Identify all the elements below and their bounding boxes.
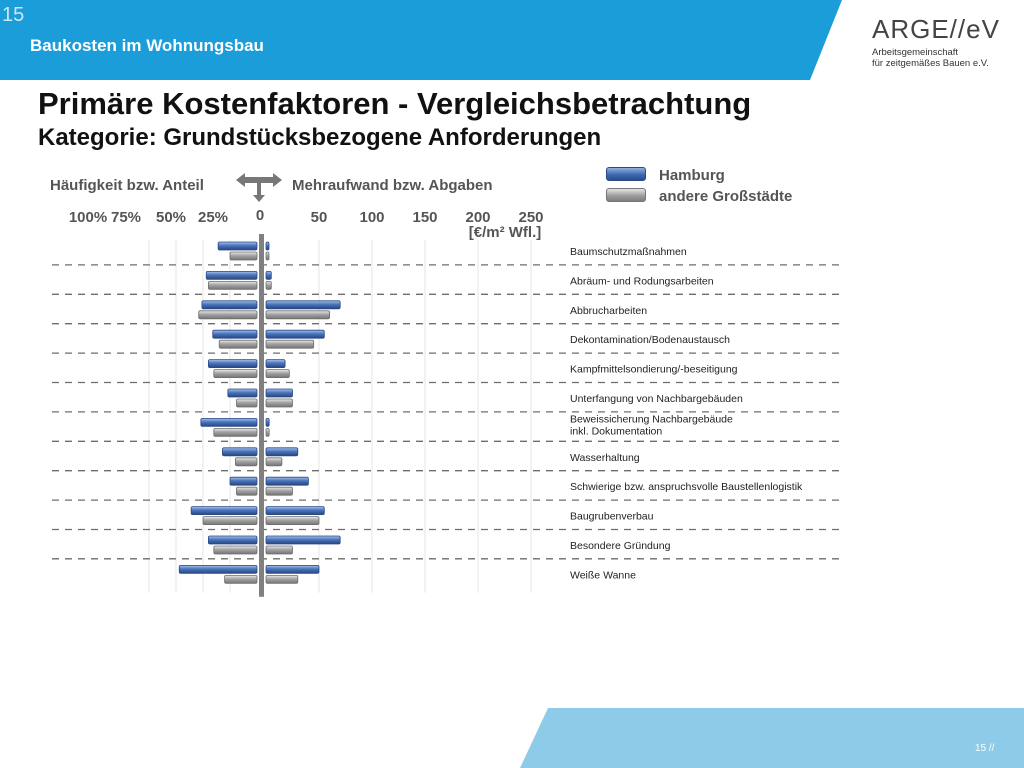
bar-cost-other-9 [266,487,293,495]
bar-share-hamburg-9 [230,477,257,485]
footer-page-number: 15 // [975,743,995,754]
legend-label-hamburg: Hamburg [659,167,725,184]
bar-share-hamburg-3 [202,301,257,309]
category-label-line: Abräum- und Rodungsarbeiten [570,275,714,288]
unit-label: [€/m² Wfl.] [468,224,542,241]
bar-share-hamburg-5 [208,360,257,368]
bar-cost-other-7 [266,428,269,436]
bar-share-other-9 [236,487,257,495]
bar-cost-hamburg-11 [266,536,340,544]
page-subtitle: Kategorie: Grundstücksbezogene Anforderungen [38,124,602,151]
category-label-line: Wasserhaltung [570,451,640,464]
bar-cost-other-10 [266,517,319,525]
bar-share-other-10 [203,517,257,525]
bar-share-hamburg-4 [213,330,257,338]
left-tick-label: 100% [68,209,108,226]
bar-cost-hamburg-8 [266,448,298,456]
bar-share-hamburg-2 [206,271,257,279]
logo-sub-line1: Arbeitsgemeinschaft [872,47,959,58]
left-axis-label: Häufigkeit bzw. Anteil [50,177,204,194]
category-label-10 [570,511,654,523]
bar-cost-hamburg-3 [266,301,340,309]
bar-share-other-8 [235,458,257,466]
bar-share-hamburg-10 [191,507,257,515]
category-label-line: Baumschutzmaßnahmen [570,246,687,258]
bar-share-hamburg-6 [228,389,257,397]
bar-cost-other-6 [266,399,293,407]
bar-share-hamburg-1 [218,242,257,250]
right-tick-label: 200 [465,209,491,226]
logo-text: ARGE//eV [872,14,1000,44]
right-tick-label: 250 [518,209,544,226]
bar-share-other-12 [225,575,257,583]
labels-layer [570,246,803,581]
bar-cost-hamburg-4 [266,330,324,338]
category-label-12 [570,569,636,581]
left-tick-label: 25% [197,209,229,226]
bar-cost-other-12 [266,575,298,583]
series-title: Baukosten im Wohnungsbau [30,36,264,55]
bar-cost-hamburg-6 [266,389,293,397]
bar-share-other-6 [236,399,257,407]
bar-share-hamburg-11 [208,536,257,544]
category-label-line: Besondere Gründung [570,540,671,552]
category-label-6 [570,393,743,405]
category-label-3 [570,305,647,317]
footer-bar [520,708,1024,768]
bar-cost-hamburg-12 [266,565,319,573]
category-label-line: inkl. Dokumentation [570,425,663,438]
left-tick-label: 75% [110,209,142,226]
left-tick-label: 50% [155,209,187,226]
category-label-11 [570,540,671,552]
bar-cost-other-2 [266,281,271,289]
page-title: Primäre Kostenfaktoren - Vergleichsbetrachtung [38,86,752,121]
category-label-line: Beweissicherung Nachbargebäude [570,413,733,426]
bar-share-other-4 [219,340,257,348]
bar-cost-other-5 [266,370,289,378]
slide-number: 15 [2,4,25,26]
bar-cost-other-3 [266,311,330,319]
bar-cost-other-1 [266,252,269,260]
bar-cost-hamburg-5 [266,360,285,368]
category-label-line: Baugrubenverbau [570,510,654,523]
footer-band [0,708,1024,768]
bar-share-other-11 [214,546,257,554]
center-tick-label: 0 [255,207,265,224]
category-label-9 [570,481,803,493]
bar-share-hamburg-12 [179,565,257,573]
bar-cost-other-4 [266,340,314,348]
bar-cost-other-8 [266,458,282,466]
bar-cost-hamburg-1 [266,242,269,250]
right-axis-label: Mehraufwand bzw. Abgaben [292,177,493,194]
bar-share-other-3 [199,311,257,319]
category-label-1 [570,246,687,258]
bar-cost-hamburg-9 [266,477,308,485]
category-label-line: Kampfmittelsondierung/-beseitigung [570,363,738,376]
right-tick-label: 50 [310,209,328,226]
bar-share-other-2 [208,281,257,289]
bar-share-other-1 [230,252,257,260]
legend-label-other: andere Großstädte [659,188,793,205]
right-tick-label: 150 [412,209,438,226]
bar-share-hamburg-7 [201,418,257,426]
category-label-line: Abbrucharbeiten [570,304,648,317]
center-axis [259,234,264,597]
category-label-4 [570,334,730,346]
category-label-2 [570,275,714,287]
category-label-5 [570,364,738,376]
category-label-line: Unterfangung von Nachbargebäuden [570,393,743,405]
category-label-8 [570,452,640,464]
bar-share-other-5 [214,370,257,378]
ticks-layer [69,207,544,241]
bar-cost-hamburg-7 [266,418,269,426]
bar-cost-hamburg-10 [266,507,324,515]
logo-sub-line2: für zeitgemäßes Bauen e.V. [872,58,989,69]
category-label-line: Weiße Wanne [570,569,636,582]
category-label-line: Dekontamination/Bodenaustausch [570,334,730,347]
category-label-7 [570,413,733,437]
bar-share-other-7 [214,428,257,436]
bar-share-hamburg-8 [222,448,257,456]
category-label-line: Schwierige bzw. anspruchsvolle Baustellenlogistik [570,481,803,494]
bar-cost-other-11 [266,546,293,554]
bar-cost-hamburg-2 [266,271,271,279]
right-tick-label: 100 [359,209,385,226]
